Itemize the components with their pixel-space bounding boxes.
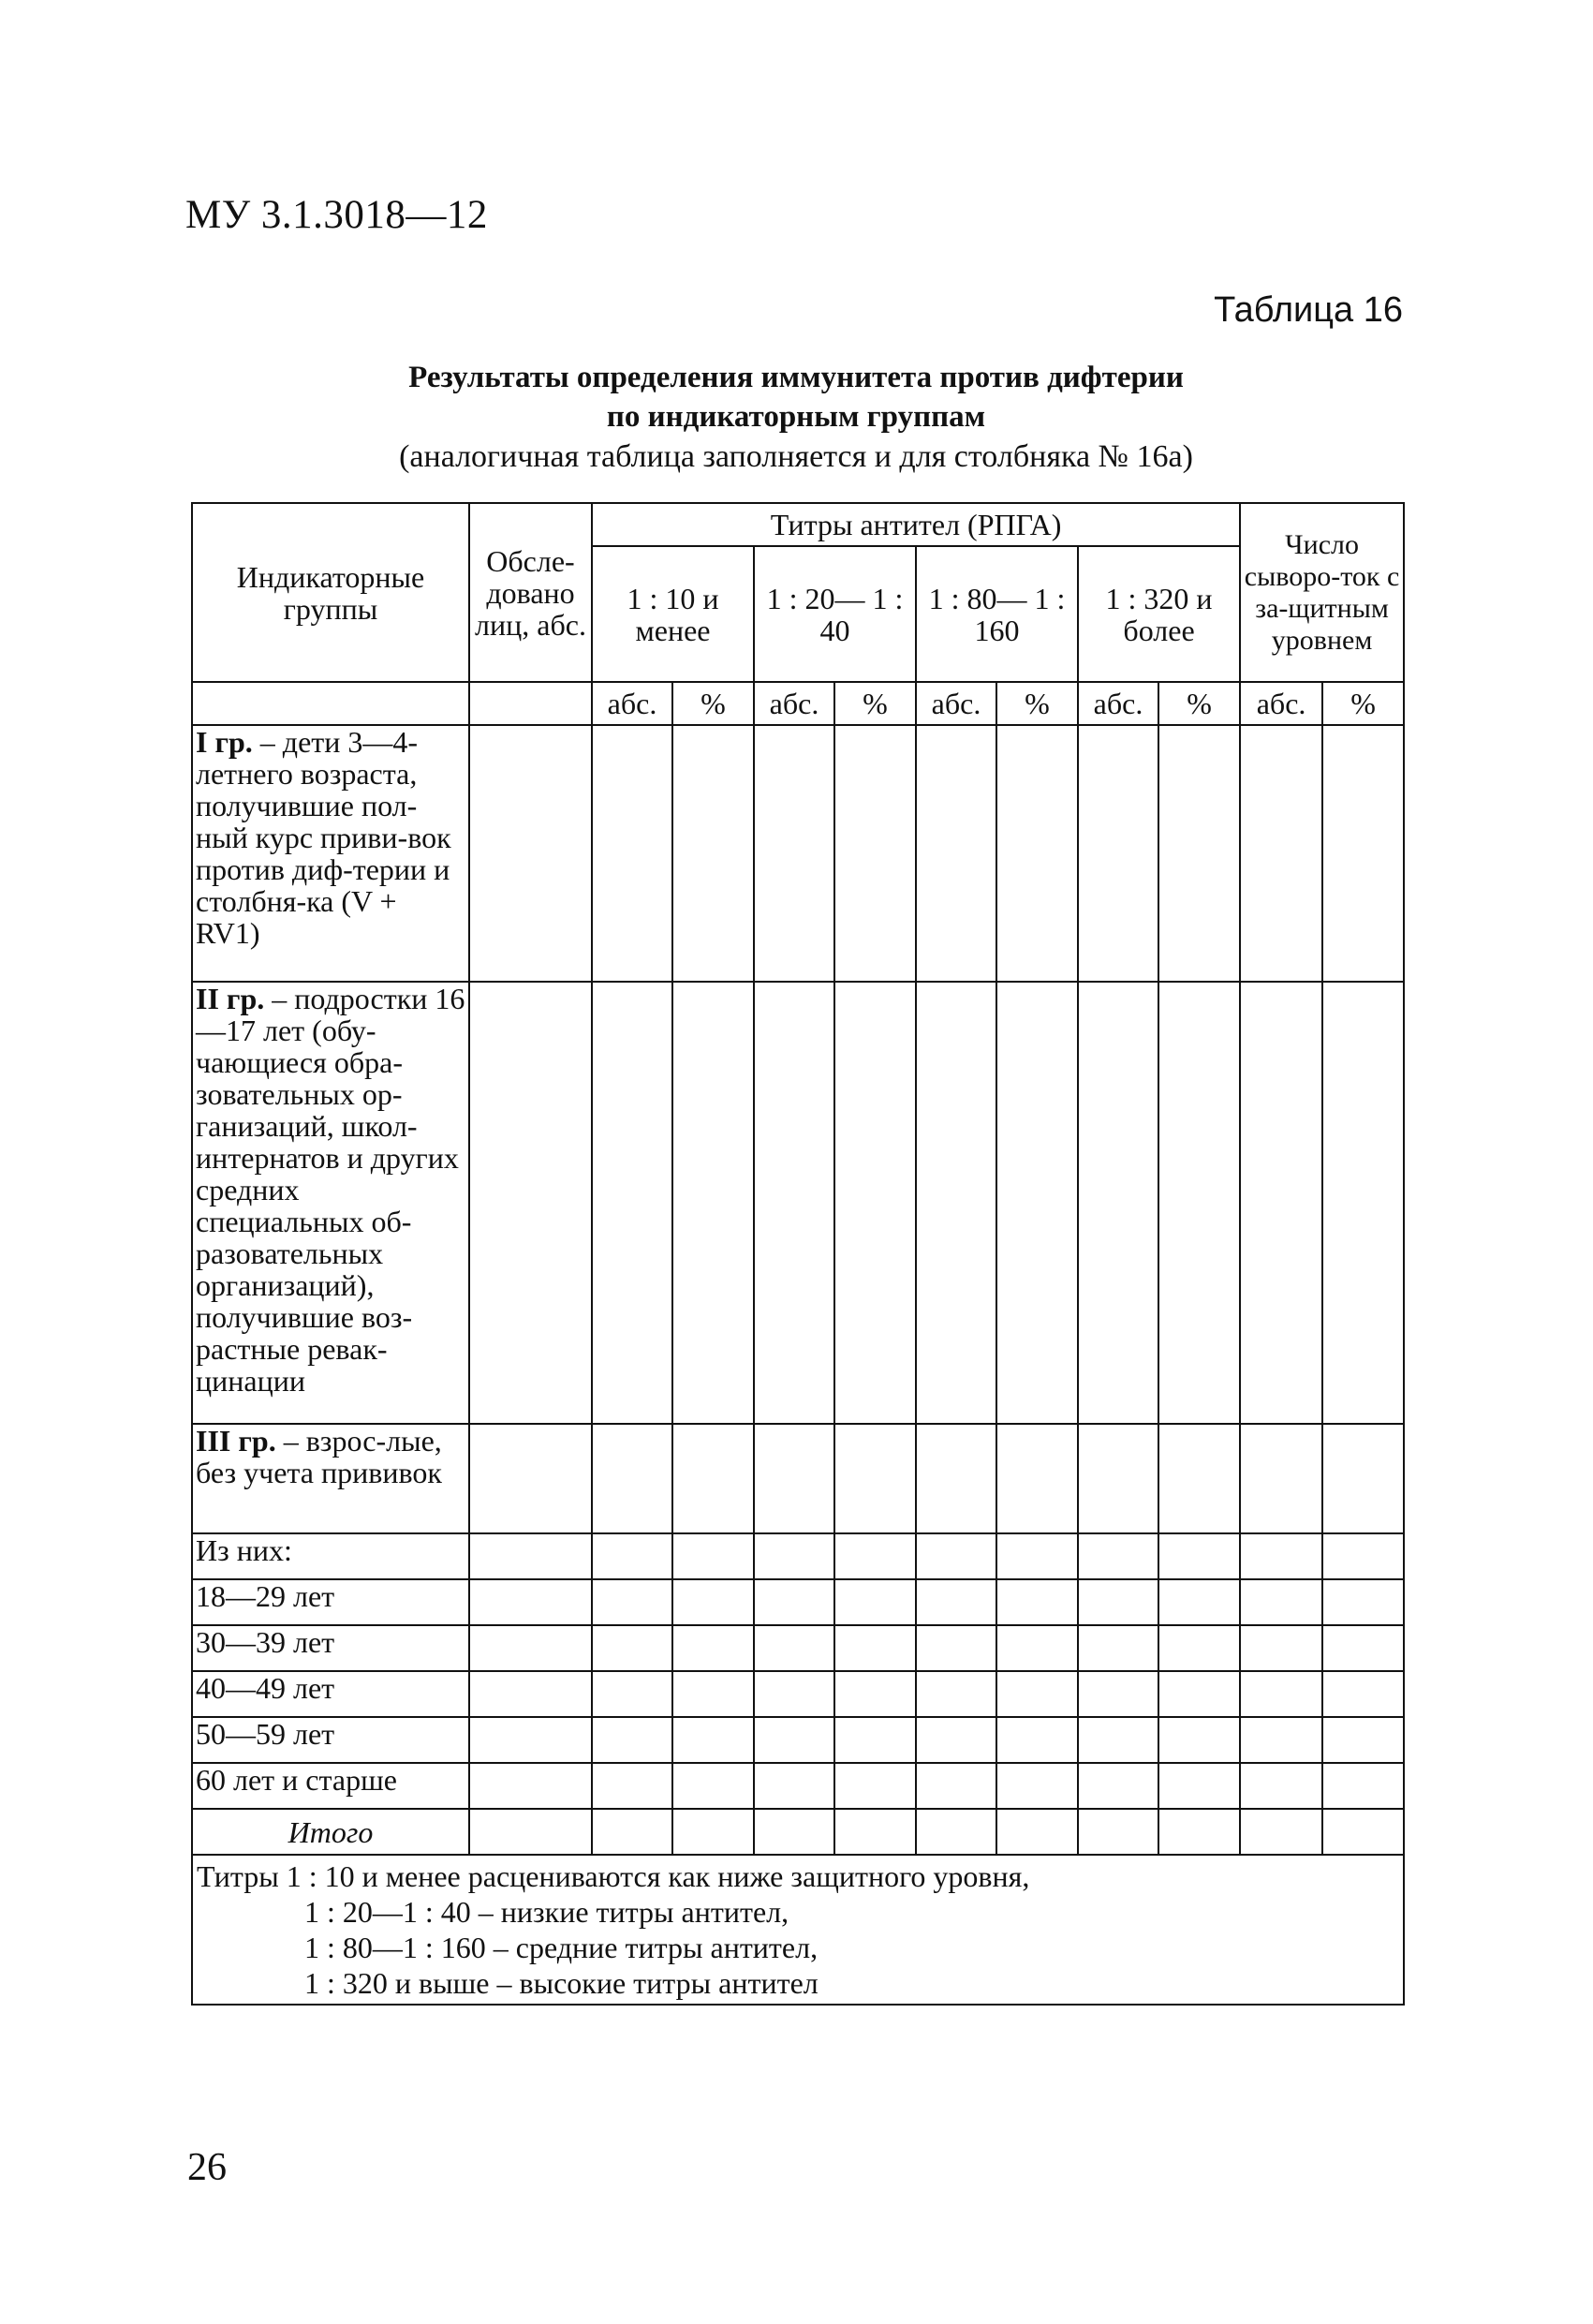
header-blank — [469, 682, 592, 725]
header-examined: Обсле-довано лиц, абс. — [469, 503, 592, 682]
unit-abs: абс. — [1240, 682, 1322, 725]
table-title — [187, 358, 1405, 478]
total-label: Итого — [192, 1809, 469, 1855]
table-row — [192, 725, 1404, 982]
header-protected-sera: Число сыворо-ток с за-щитным уровнем — [1240, 503, 1404, 682]
group-label-text: – подростки 16—17 лет (обу-чающиеся обра-зовательных ор-ганизаций, школ-интернатов и других средних специальных об-разовательных организаций), получившие воз-растные ревак-цинации — [196, 982, 465, 1398]
group-label — [192, 725, 469, 982]
header-titer-range: 1 : 80— 1 : 160 — [916, 546, 1078, 682]
table-row — [192, 1424, 1404, 1533]
header-titer-range: 1 : 20— 1 : 40 — [754, 546, 916, 682]
table-note-row — [192, 1855, 1404, 2005]
note-line: 1 : 20—1 : 40 – низкие титры антител, — [304, 1895, 789, 1929]
age-group-label: 40—49 лет — [192, 1671, 469, 1717]
group-label-bold: III гр. — [196, 1424, 276, 1458]
table-row — [192, 1625, 1404, 1671]
note-line: 1 : 80—1 : 160 – средние титры антител, — [304, 1931, 819, 1964]
unit-abs: абс. — [1078, 682, 1158, 725]
table-row — [192, 1809, 1404, 1855]
unit-abs: абс. — [592, 682, 672, 725]
group-label-bold: II гр. — [196, 982, 265, 1015]
group-label — [192, 1424, 469, 1533]
group-label-bold: I гр. — [196, 725, 253, 759]
header-titer-range: 1 : 10 и менее — [592, 546, 754, 682]
unit-percent: % — [1158, 682, 1240, 725]
header-titer-range: 1 : 320 и более — [1078, 546, 1240, 682]
group-label: Из них: — [192, 1533, 469, 1579]
unit-percent: % — [834, 682, 916, 725]
table-row — [192, 1579, 1404, 1625]
group-label — [192, 982, 469, 1424]
unit-abs: абс. — [916, 682, 996, 725]
unit-abs: абс. — [754, 682, 834, 725]
table-row — [192, 1671, 1404, 1717]
title-line-2: по индикаторным группам — [606, 400, 986, 434]
note-line: Титры 1 : 10 и менее расцениваются как ниже защитного уровня, — [197, 1859, 1030, 1893]
group-label-text: – дети 3—4-летнего возраста, получившие пол-ный курс приви-вок против диф-терии и столбня-ка (V + RV1) — [196, 725, 451, 950]
table-row — [192, 1717, 1404, 1763]
table-row — [192, 1533, 1404, 1579]
unit-percent: % — [672, 682, 754, 725]
age-group-label: 18—29 лет — [192, 1579, 469, 1625]
title-line-3: (аналогичная таблица заполняется и для столбняка № 16а) — [399, 439, 1193, 474]
page-number: 26 — [187, 2146, 227, 2189]
document-code: МУ 3.1.3018—12 — [185, 193, 488, 237]
table-row — [192, 1763, 1404, 1809]
title-line-1: Результаты определения иммунитета против дифтерии — [408, 361, 1184, 394]
header-indicator-groups: Индикаторные группы — [192, 503, 469, 682]
results-table — [191, 502, 1405, 2006]
header-titers: Титры антител (РПГА) — [592, 503, 1240, 546]
group-label-text: – взрос-лые, без учета прививок — [196, 1424, 442, 1489]
age-group-label: 60 лет и старше — [192, 1763, 469, 1809]
unit-percent: % — [1322, 682, 1404, 725]
age-group-label: 50—59 лет — [192, 1717, 469, 1763]
table-number-label: Таблица 16 — [1214, 290, 1403, 330]
age-group-label: 30—39 лет — [192, 1625, 469, 1671]
note-line: 1 : 320 и выше – высокие титры антител — [304, 1966, 819, 2000]
titer-note — [192, 1855, 1404, 2005]
table-row — [192, 982, 1404, 1424]
header-blank — [192, 682, 469, 725]
unit-percent: % — [996, 682, 1078, 725]
